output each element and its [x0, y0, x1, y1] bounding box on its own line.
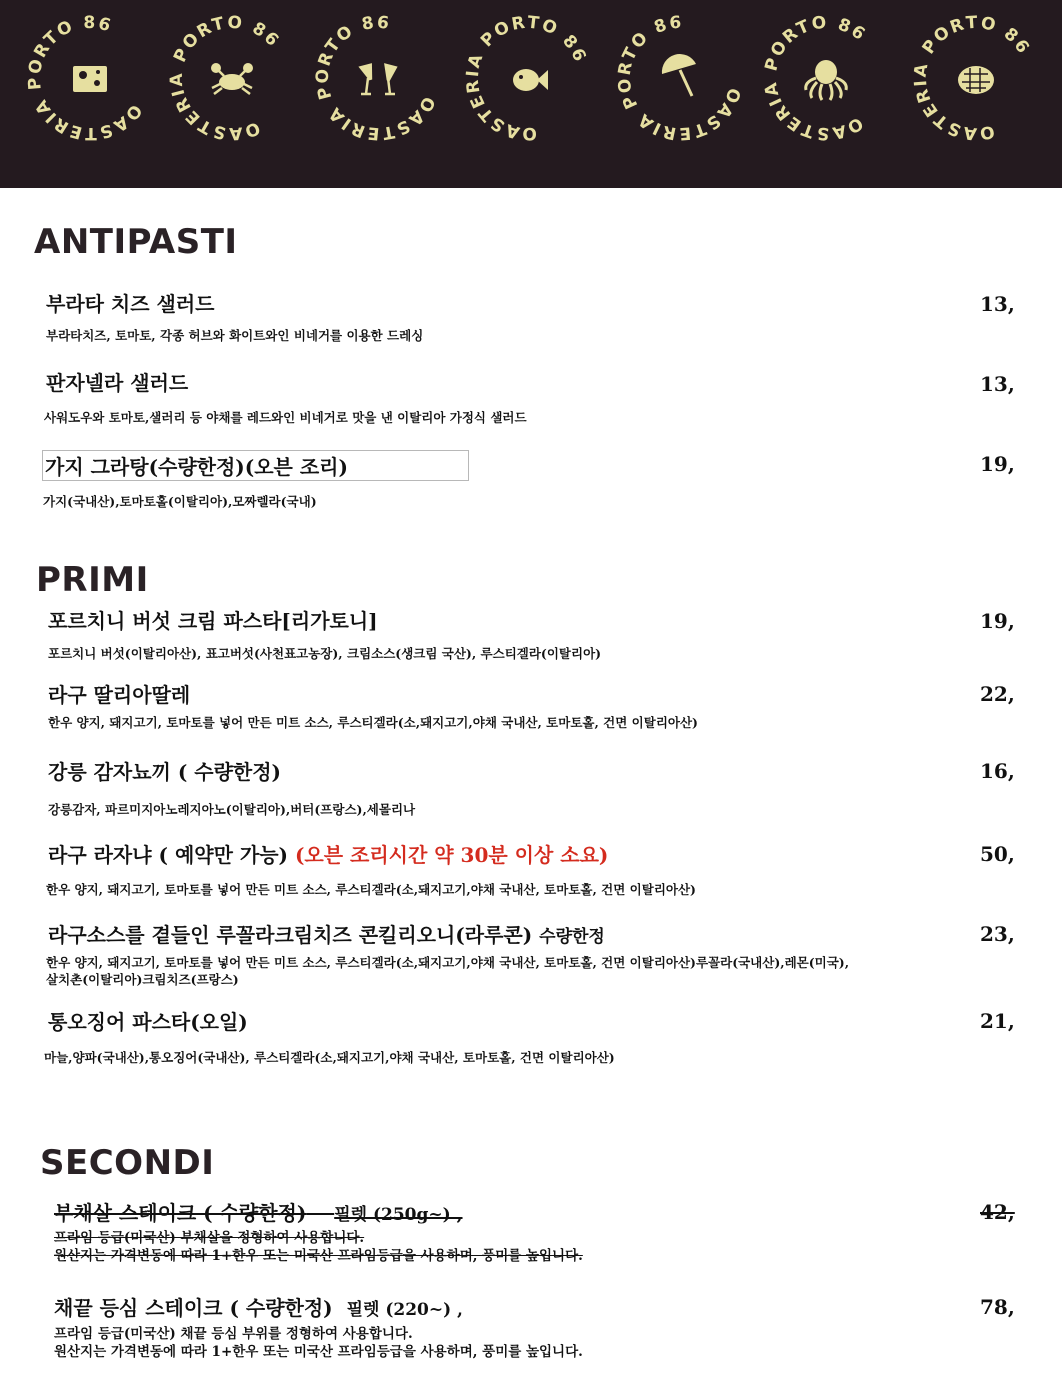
item-description: 한우 양지, 돼지고기, 토마토를 넣어 만든 미트 소스, 루스티겔라(소,돼지고기,야채 국내산, 토마토홀, 건면 이탈리아산): [48, 715, 698, 730]
item-description: 한우 양지, 돼지고기, 토마토를 넣어 만든 미트 소스, 루스티겔라(소,돼지고기,야채 국내산, 토마토홀, 건면 이탈리아산): [46, 882, 696, 897]
portion-note: 필렛 (250g~) ,: [334, 1205, 463, 1225]
item-price: 42,: [980, 1200, 1015, 1224]
item-name: [48, 919, 605, 948]
logo-text: OASTERIA PORTO 86: [910, 12, 1034, 144]
section-title-primi: PRIMI: [36, 560, 149, 600]
item-name-editing[interactable]: 가지 그라탕(수량한정)(오븐 조리): [42, 450, 469, 481]
item-name: 판자넬라 샐러드: [46, 371, 189, 395]
item-name-text: 라구 라자냐 ( 예약만 가능): [48, 843, 288, 867]
logo-text: OASTERIA PORTO 86: [166, 12, 284, 144]
item-price: 19,: [980, 452, 1015, 476]
logo-badge: [605, 3, 756, 154]
item-name: [48, 839, 608, 868]
item-description: 강릉감자, 파르미지아노레지아노(이탈리아),버터(프랑스),세몰리나: [48, 802, 416, 817]
item-price: 19,: [980, 609, 1015, 633]
item-description: 가지(국내산),토마토홀(이탈리아),모짜렐라(국내): [43, 494, 317, 509]
item-name-text: 부채살 스테이크 ( 수량한정): [54, 1201, 307, 1225]
logo-badge: [143, 0, 321, 167]
logo-text: OASTERIA PORTO 86: [312, 12, 439, 144]
item-price: 23,: [980, 922, 1015, 946]
portion-note: 필렛 (220~) ,: [346, 1300, 463, 1320]
logo-badge: [295, 0, 462, 162]
item-description: 프라임 등급(미국산) 채끝 등심 부위를 정형하여 사용합니다.: [54, 1326, 413, 1342]
logo-badge: [1, 0, 179, 167]
item-price: 50,: [980, 842, 1015, 866]
item-price: 13,: [980, 372, 1015, 396]
crab-icon: [211, 63, 253, 94]
fish-icon: [513, 69, 548, 91]
item-name: 포르치니 버섯 크림 파스타[리가토니]: [48, 609, 378, 633]
octopus-icon: [806, 60, 847, 100]
header-banner: [0, 0, 1062, 188]
item-name-text: 채끝 등심 스테이크 ( 수량한정): [54, 1296, 333, 1320]
item-name-text: 라구소스를 곁들인 루꼴라크림치즈 콘킬리오니(라루콘): [48, 923, 533, 947]
logo-badge: [734, 0, 917, 170]
oven-time-note: (오븐 조리시간 약 30분 이상 소요): [294, 843, 609, 867]
logo-text: OASTERIA PORTO 86: [760, 12, 870, 144]
item-name: 부라타 치즈 샐러드: [46, 292, 215, 316]
cheese-icon: [73, 66, 107, 92]
item-price: 13,: [980, 292, 1015, 316]
item-description-line2: 원산지는 가격변동에 따라 1+한우 또는 미국산 프라임등급을 사용하며, 풍미를 높입니다.: [54, 1248, 583, 1264]
section-title-antipasti: ANTIPASTI: [34, 222, 238, 262]
item-price: 21,: [980, 1009, 1015, 1033]
item-name: 통오징어 파스타(오일): [48, 1010, 248, 1034]
item-description: 마늘,양파(국내산),통오징어(국내산), 루스티겔라(소,돼지고기,야채 국내산, 토마토홀, 건면 이탈리아산): [44, 1050, 615, 1065]
logo-text: OASTERIA PORTO 86: [24, 12, 146, 144]
logo-strip: [0, 0, 1062, 188]
steak-icon: [958, 66, 994, 94]
logo-text: OASTERIA PORTO 86: [462, 12, 591, 144]
logo-text: OASTERIA PORTO 86: [614, 12, 745, 144]
item-name: [54, 1292, 463, 1321]
item-price: 16,: [980, 759, 1015, 783]
item-description: 포르치니 버섯(이탈리아산), 표고버섯(사천표고농장), 크림소스(생크림 국산), 루스티겔라(이탈리아): [48, 646, 602, 661]
item-description: 프라임 등급(미국산) 부채살을 정형하여 사용합니다.: [54, 1230, 365, 1246]
logo-badge: [892, 0, 1059, 162]
section-title-secondi: SECONDI: [40, 1143, 215, 1183]
item-price: 22,: [980, 682, 1015, 706]
item-name: [54, 1197, 463, 1226]
beach-umbrella-icon: [662, 54, 696, 96]
item-price: 78,: [980, 1295, 1015, 1319]
item-name: 강릉 감자뇨끼 ( 수량한정): [48, 760, 282, 784]
item-description: 한우 양지, 돼지고기, 토마토를 넣어 만든 미트 소스, 루스티겔라(소,돼지고기,야채 국내산, 토마토홀, 건면 이탈리아산)루꼴라(국내산),레몬(미국),: [46, 955, 850, 970]
item-description-line2: 살치촌(이탈리아)크림치즈(프랑스): [46, 972, 239, 987]
item-description: 부라타치즈, 토마토, 각종 허브와 화이트와인 비네거를 이용한 드레싱: [46, 328, 424, 343]
logo-badge: [452, 3, 603, 154]
item-description-line2: 원산지는 가격변동에 따라 1+한우 또는 미국산 프라임등급을 사용하며, 풍미를 높입니다.: [54, 1344, 583, 1360]
item-name: 라구 딸리아딸레: [48, 683, 191, 707]
wine-glasses-icon: [358, 63, 397, 94]
item-description: 사워도우와 토마토,샐러리 등 야채를 레드와인 비네거로 맛을 낸 이탈리아 가정식 샐러드: [44, 410, 527, 425]
limited-note: 수량한정: [539, 927, 605, 947]
